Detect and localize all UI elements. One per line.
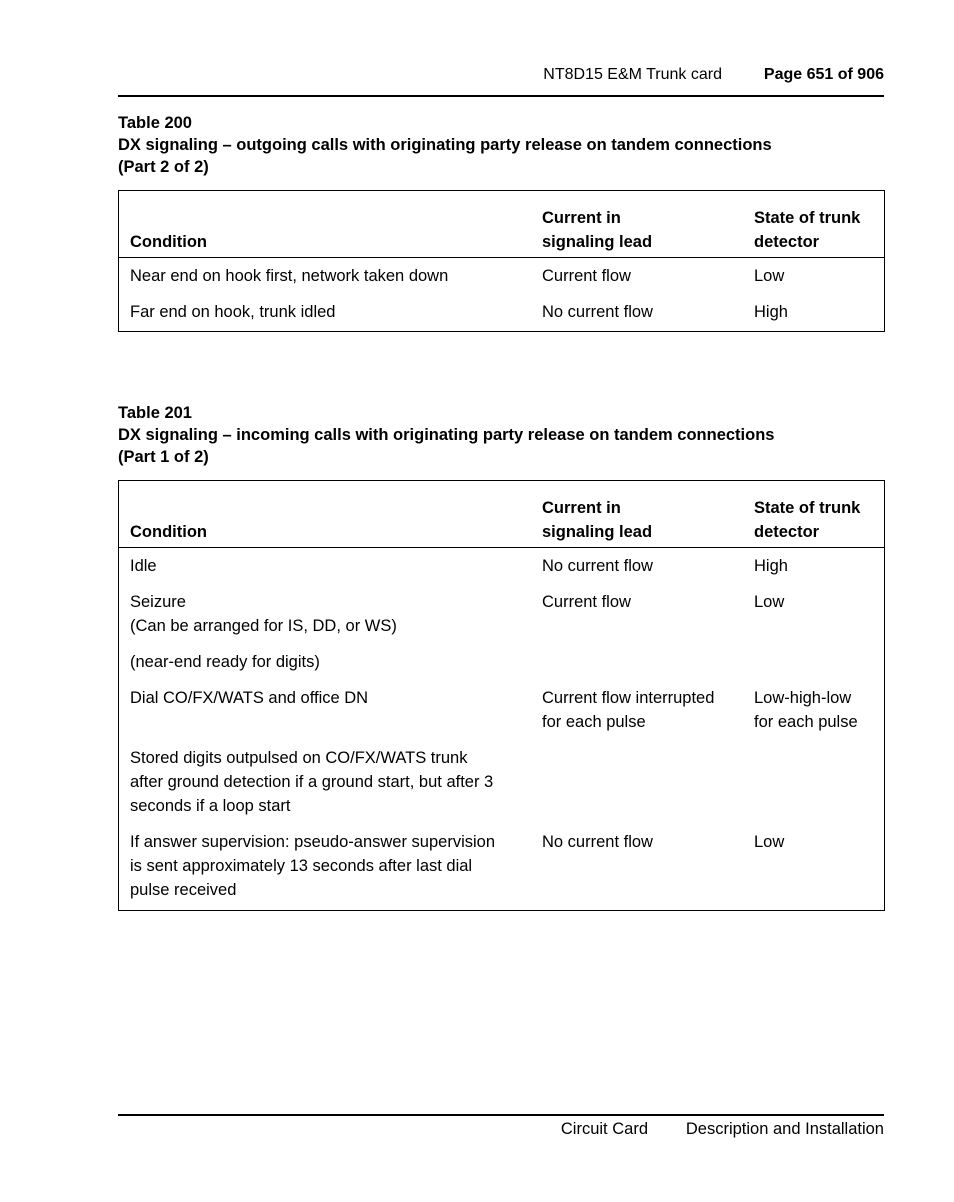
condition-cell: Idle (130, 557, 157, 575)
current-cell (531, 645, 743, 681)
current-cell: Current flow interrupted for each pulse (542, 689, 715, 731)
table-row (119, 548, 885, 586)
column-header-condition: Condition (119, 191, 532, 258)
table-201-caption (118, 402, 888, 468)
condition-cell: (near-end ready for digits) (130, 653, 320, 671)
document-title: NT8D15 E&M Trunk card (543, 66, 722, 83)
state-cell (743, 741, 885, 825)
table-row (119, 585, 885, 645)
column-header-current: Current in signaling lead (531, 191, 743, 258)
current-cell: No current flow (542, 557, 653, 575)
table-row (119, 681, 885, 741)
column-header-state: State of trunk detector (743, 481, 885, 548)
table-200-title: DX signaling – outgoing calls with originating party release on tandem connections (118, 136, 772, 154)
current-cell: Current flow (542, 593, 631, 611)
column-header-current: Current in signaling lead (531, 481, 743, 548)
condition-cell: Seizure (Can be arranged for IS, DD, or WS) (130, 593, 397, 635)
state-cell: Low-high-low for each pulse (754, 689, 858, 731)
current-cell: No current flow (542, 833, 653, 851)
state-cell: Low (754, 593, 785, 611)
condition-cell: Stored digits outpulsed on CO/FX/WATS trunk after ground detection if a ground start, but after 3 seconds if a loop start (130, 749, 494, 815)
page-footer (118, 1114, 884, 1138)
column-header-state: State of trunk detector (743, 191, 885, 258)
table-header-row (119, 481, 885, 548)
table-201 (118, 480, 885, 911)
footer-section: Circuit Card (560, 1120, 648, 1138)
table-200-part: (Part 2 of 2) (118, 158, 209, 176)
footer-title: Description and Installation (685, 1120, 884, 1138)
condition-cell: Near end on hook first, network taken down (130, 267, 449, 285)
state-cell: High (754, 303, 788, 321)
current-cell: Current flow (542, 267, 631, 285)
table-201-label: Table 201 (118, 404, 192, 422)
condition-cell: If answer supervision: pseudo-answer supervision is sent approximately 13 seconds after last dial pulse received (130, 833, 496, 899)
state-cell (743, 645, 885, 681)
state-cell: Low (754, 267, 785, 285)
table-201-title: DX signaling – incoming calls with originating party release on tandem connections (118, 426, 775, 444)
condition-cell: Dial CO/FX/WATS and office DN (130, 689, 369, 707)
table-200-label: Table 200 (118, 114, 192, 132)
state-cell: Low (754, 833, 785, 851)
current-cell: No current flow (542, 303, 653, 321)
table-row (119, 645, 885, 681)
table-row (119, 741, 885, 825)
table-200-caption (118, 112, 888, 178)
table-row (119, 295, 885, 332)
column-header-condition: Condition (119, 481, 532, 548)
state-cell: High (754, 557, 788, 575)
condition-cell: Far end on hook, trunk idled (130, 303, 336, 321)
table-201-part: (Part 1 of 2) (118, 448, 209, 466)
page-number: Page 651 of 906 (763, 66, 884, 83)
table-header-row (119, 191, 885, 258)
current-cell (531, 741, 743, 825)
table-row (119, 825, 885, 911)
page-header (118, 64, 884, 97)
table-row (119, 258, 885, 296)
table-200 (118, 190, 885, 332)
